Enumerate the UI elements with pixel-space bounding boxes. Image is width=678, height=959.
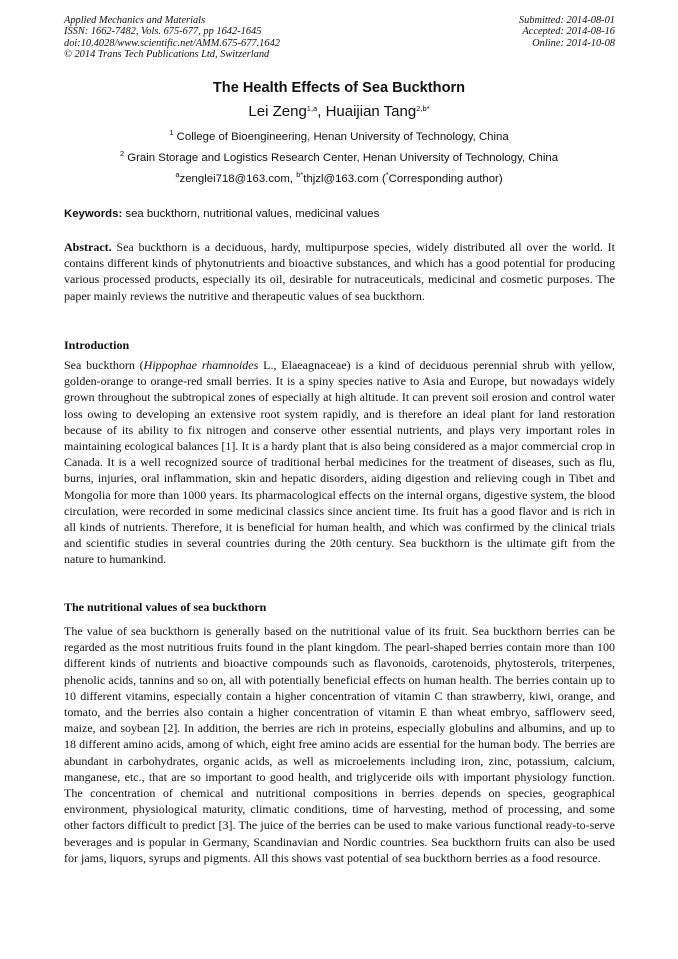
issn-line: ISSN: 1662-7482, Vols. 675-677, pp 1642-1645 [64,26,262,38]
dates-header [519,15,615,49]
email-line [0,170,678,185]
corresponding-marker: * [385,170,389,179]
author-line [0,103,678,120]
keywords [64,208,615,220]
corresponding-note: Corresponding author) [388,173,503,185]
species-name: Hippophae rhamnoides [143,358,259,372]
abstract-text: Sea buckthorn is a deciduous, hardy, multipurpose species, widely distributed all over the world. It contains different kinds of phytonutrients and bioactive substances, and which has a good potential for producing various processed products, especially its oil, desirable for nutraceuticals, medicinal and cosmetic purposes. The paper mainly reviews the nutritive and therapeutic values of sea buckthorn. [64,240,615,303]
abstract-label: Abstract. [64,240,112,254]
email-b: thjzl@163.com ( [303,173,386,185]
online-date: Online: 2014-10-08 [532,37,615,49]
introduction-lead: Sea buckthorn ( [64,358,144,372]
accepted-date: Accepted: 2014-08-16 [522,26,615,38]
email-b-marker: b* [296,170,304,179]
doi-line: doi:10.4028/www.scientific.net/AMM.675-677.1642 [64,37,280,49]
email-a-marker: a [175,170,180,179]
affiliation-2 [0,149,678,164]
affiliation-2-marker: 2 [119,149,125,158]
introduction-text: L., Elaeagnaceae) is a kind of deciduous perennial shrub with yellow, golden-orange to orange-red small berries. It is a spiny species native to Asia and Europe, but nowadays widely grown throughout the subtropical zones of especially at high altitude. It can prevent soil erosion and control water loss owing to developing an extensive root system rapidly, and is therefore an ideal plant for land restoration because of its ability to fix nitrogen and conserve other essential nutrients, and plays very important roles in maintaining ecological balances [1]. It is a hardy plant that is also being considered as a major commercial crop in Canada. It is a well recognized source of traditional herbal medicines for the treatment of diseases, such as flu, burns, injuries, oral inflammation, skin and hepatic disorders, aiding digestion and relieving cough in Tibet and Mongolia for more than 1000 years. Its pharmacological effects on the internal organs, digestive system, the blood circulation, were recorded in some medicinal classics since ancient time. Its fruit has a good flavor and is rich in all kinds of nutrients. Therefore, it is beneficial for human health, and which was confirmed by the clinical trials and scientific studies in several countries during the 20th century. Sea buckthorn is the ultimate gift from the nature to humankind. [64,358,615,567]
keywords-label: Keywords: [64,208,123,220]
journal-name: Applied Mechanics and Materials [64,15,206,26]
author-2-name: Huaijian Tang [325,103,417,120]
introduction-paragraph [64,357,615,568]
author-2-marker: 2,b* [416,104,430,113]
submitted-date: Submitted: 2014-08-01 [518,15,615,26]
author-separator: , [317,103,326,120]
introduction-heading: Introduction [64,338,130,352]
abstract [64,239,615,304]
affiliation-2-text: Grain Storage and Logistics Research Center, Henan University of Technology, China [127,152,559,164]
copyright-line: © 2014 Trans Tech Publications Ltd, Switzerland [64,49,270,61]
affiliation-1-text: College of Bioengineering, Henan University of Technology, China [176,131,509,143]
paper-title: The Health Effects of Sea Buckthorn [212,80,466,96]
nutrition-paragraph: The value of sea buckthorn is generally based on the nutritional value of its fruit. Sea buckthorn berries can be regarded as the most nutritious fruits found in the plant kingdom. The pearl-shaped berries contain more than 100 different kinds of nutrients and bioactive compounds such as flavonoids, carotenoids, phytosterols, triterpenes, phenolic acids, tannins and so on, all with potentially beneficial effects on human health. The berries contain up to 10 different vitamins, especially contain a higher concentration of vitamin C than strawberry, kiwi, orange, and tomato, and the berries also contain a higher concentration of vitamin E than wheat embryo, safflowerv seed, maize, and soybean [2]. In addition, the berries are rich in proteins, especially globulins and albumins, and up to 18 different amino acids, among of which, eight free amino acids are essential for the human body. The berries are abundant in carbohydrates, organic acids, as well as microelements including iron, zinc, potassium, calcium, manganese, etc., that are so important to good health, and triglyceride oils with important physiology function. The concentration of chemical and nutritional compositions in berries depends on species, geographical environment, physiological maturity, climatic conditions, time of harvesting, method of processing, and some other factors difficult to predict [3]. The juice of the berries can be used to make various functional ready-to-serve beverages and is popular in Germany, Scandinavian and Nordic countries. Sea buckthorn fruits can also be used for jams, liquors, syrups and pigments. All this shows vast potential of sea buckthorn berries as a food resource. [64,624,615,865]
author-1-name: Lei Zeng [248,103,307,120]
author-1-marker: 1,a [306,104,318,113]
affiliation-1 [0,128,678,143]
affiliation-1-marker: 1 [169,128,174,137]
nutrition-heading: The nutritional values of sea buckthorn [64,600,267,614]
journal-header [64,15,280,61]
email-a: zenglei718@163.com, [179,173,297,185]
keywords-text: sea buckthorn, nutritional values, medicinal values [122,208,380,220]
